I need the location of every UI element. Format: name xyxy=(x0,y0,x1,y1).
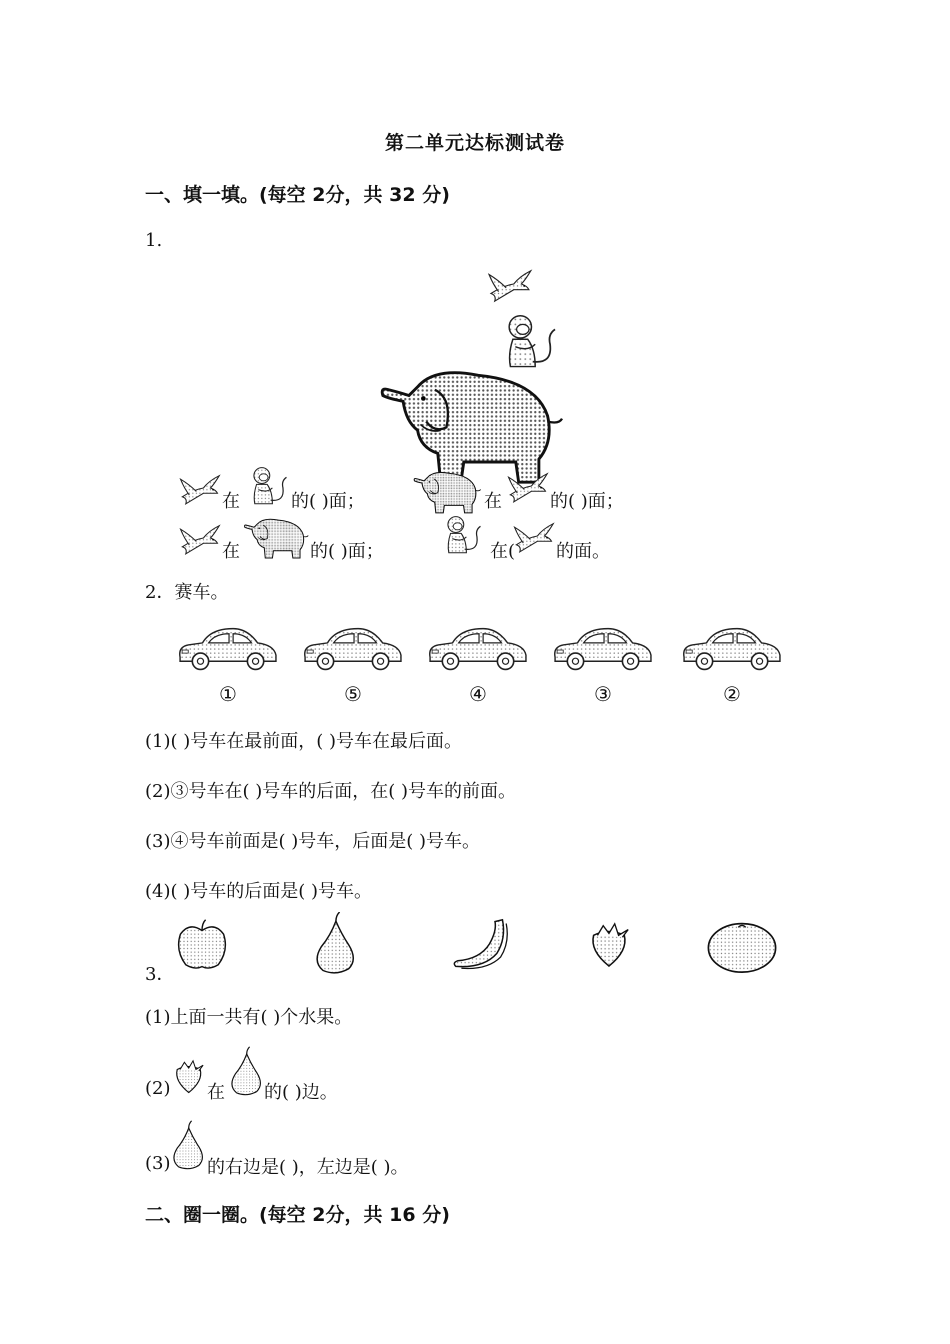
car-icon xyxy=(426,622,528,674)
car-icon xyxy=(176,622,278,674)
car-label: ② xyxy=(723,682,741,706)
q1-line2-a: 在 xyxy=(222,541,240,562)
q3-item1: (1)上面一共有( )个水果。 xyxy=(145,1007,353,1028)
elephant-icon xyxy=(412,467,482,515)
car-label: ① xyxy=(219,682,237,706)
q3-number: 3． xyxy=(145,964,175,985)
elephant-icon xyxy=(242,514,310,560)
q3-item3-end: 的右边是( )，左边是( )。 xyxy=(207,1157,409,1178)
bird-icon xyxy=(177,470,221,506)
bird-icon xyxy=(505,468,549,504)
car-label: ④ xyxy=(469,682,487,706)
page-title: 第二单元达标测试卷 xyxy=(384,132,565,154)
q1-line1-a: 在 xyxy=(222,491,240,512)
car-label: ⑤ xyxy=(344,682,362,706)
pear-icon xyxy=(312,912,358,976)
q1-line1-c: 在 xyxy=(484,491,502,512)
orange-icon xyxy=(704,918,780,974)
q3-item2-mid: 在 xyxy=(207,1082,225,1103)
q3-item2-end: 的( )边。 xyxy=(264,1082,338,1103)
strawberry-icon xyxy=(170,1058,206,1094)
q3-item2-prefix: (2) xyxy=(145,1078,171,1099)
monkey-icon xyxy=(440,514,484,558)
strawberry-icon xyxy=(584,920,632,968)
car-icon xyxy=(680,622,782,674)
car-icon xyxy=(551,622,653,674)
q1-line2-c: 在( xyxy=(490,541,516,562)
q3-item3-prefix: (3) xyxy=(145,1153,171,1174)
pear-icon xyxy=(170,1120,206,1172)
apple-icon xyxy=(175,918,229,972)
q2-item: (4)( )号车的后面是( )号车。 xyxy=(145,881,373,902)
q1-number: 1. xyxy=(145,230,163,251)
monkey-icon xyxy=(246,465,290,509)
q1-line2-b: 的( )面； xyxy=(310,541,384,562)
banana-icon xyxy=(448,916,514,972)
car-icon xyxy=(301,622,403,674)
bird-icon xyxy=(511,518,555,554)
q2-item: (2)③号车在( )号车的后面，在( )号车的前面。 xyxy=(145,781,517,802)
q1-line1-b: 的( )面； xyxy=(291,491,365,512)
bird-icon xyxy=(177,520,221,556)
section2-heading: 二、圈一圈。(每空 2分，共 16 分) xyxy=(145,1204,450,1226)
q2-number: 2．赛车。 xyxy=(145,582,229,603)
pear-icon xyxy=(228,1046,264,1098)
q2-item: (3)④号车前面是( )号车，后面是( )号车。 xyxy=(145,831,481,852)
q1-line2-d: 的面。 xyxy=(556,541,610,562)
q2-item: (1)( )号车在最前面，( )号车在最后面。 xyxy=(145,731,463,752)
q1-line1-d: 的( )面； xyxy=(550,491,624,512)
section1-heading: 一、填一填。(每空 2分，共 32 分) xyxy=(145,184,450,206)
bird-icon xyxy=(485,265,533,303)
car-label: ③ xyxy=(594,682,612,706)
